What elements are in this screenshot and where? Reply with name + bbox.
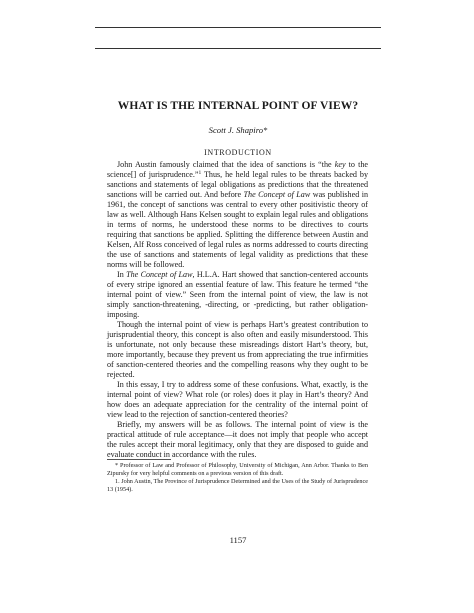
paragraph-text: , H.L.A. Hart showed that sanction-centered accounts of every stripe ignored an essential feature of law. This feature he termed “the internal point of view.” Seen from the internal point of view, the law is not simply sanction-threatening, -directing, or -predicting, but rather obligation-imposing. (107, 270, 368, 319)
paragraph-text: In this essay, I try to address some of these confusions. What, exactly, is the internal point of view? What role (or roles) does it play in Hart’s theory? And how does an adequate appreciation for the centrality of the internal point of view lead to the rejection of sanction-centered theories? (107, 380, 368, 419)
header-rule-top (95, 27, 381, 28)
paragraph-text: The Concept of Law (126, 270, 193, 279)
page-number: 1157 (229, 535, 247, 545)
footnote-marker[interactable]: 1 (198, 170, 202, 176)
paragraph-text: key (334, 160, 346, 169)
footnote: * Professor of Law and Professor of Philosophy, University of Michigan, Ann Arbor. Thanks to Ben Zipursky for very helpful comments on a previous version of this draft. (107, 462, 368, 477)
body-paragraph (107, 320, 368, 380)
paragraph-text: was published in 1961, the concept of sanctions was central to every other positivistic theory of law as well. Although Hans Kelsen sought to explain legal rules and obligations in terms of norms, he understood these norms to be directives to courts requiring that sanctions be applied. Splitting the difference between Austin and Kelsen, Alf Ross conceived of legal rules as norms addressed to courts directing the use of sanctions and statements of legal validity as predictions that these norms will be followed. (107, 190, 368, 269)
body-paragraph (107, 160, 368, 270)
paragraph-text: John Austin famously claimed that the idea of sanctions is “the (117, 160, 335, 169)
footnote: 1. John Austin, The Province of Jurisprudence Determined and the Uses of the Study of Jurisprudence 13 (1954). (107, 478, 368, 493)
article-title: WHAT IS THE INTERNAL POINT OF VIEW? (117, 100, 359, 112)
article-author: Scott J. Shapiro* (208, 125, 268, 135)
paragraph-text: Thus, he held legal rules to be threats backed by sanctions and statements of legal obligations as predictions that the threatened sanctions will be carried out. And before (107, 170, 368, 199)
section-heading: INTRODUCTION (204, 148, 272, 157)
header-rule-bottom (95, 48, 381, 49)
paragraph-text: to the science[] of jurisprudence.” (107, 160, 368, 179)
footnotes (107, 462, 368, 493)
footnote-rule (107, 459, 171, 460)
body-paragraph (107, 270, 368, 320)
body-paragraph (107, 420, 368, 460)
paragraph-text: The Concept of Law (243, 190, 311, 199)
paragraph-text: In (117, 270, 127, 279)
article-body (107, 160, 368, 460)
body-paragraph (107, 380, 368, 420)
paragraph-text: Though the internal point of view is perhaps Hart’s greatest contribution to jurisprudential theory, this concept is also often and easily misunderstood. This is unfortunate, not only because these misreadings distort Hart’s theory, but, more importantly, because they prevent us from appreciating the true infirmities of sanction-centered theories and the compelling reasons why they ought to be rejected. (107, 320, 368, 379)
paragraph-text: Briefly, my answers will be as follows. The internal point of view is the practical attitude of rule acceptance—it does not imply that people who accept the rules accept their moral legitimacy, only that they are disposed to guide and evaluate conduct in accordance with the rules. (107, 420, 368, 459)
